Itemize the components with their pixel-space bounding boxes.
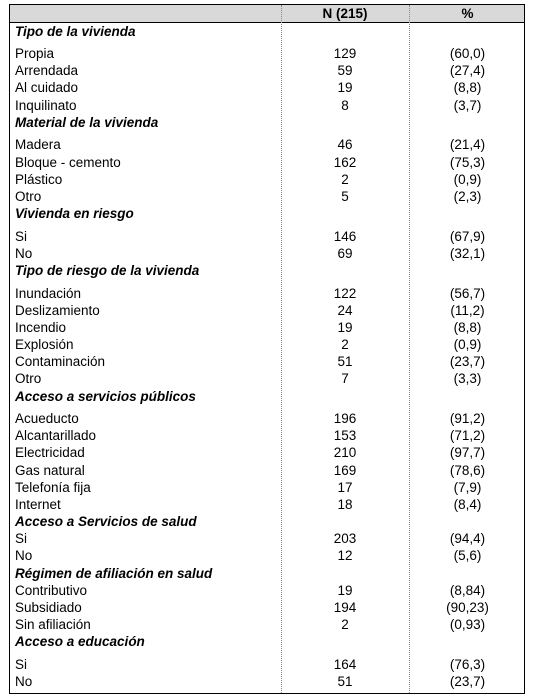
section-title: Acceso a Servicios de salud [15, 514, 197, 530]
row-label: Arrendada [15, 63, 79, 79]
row-n: 59 [337, 63, 353, 79]
row-label: Contributivo [15, 582, 88, 598]
row-label: Gas natural [15, 462, 85, 478]
row-n: 162 [333, 154, 357, 170]
row-n: 69 [337, 245, 353, 261]
header-n: N (215) [322, 6, 368, 21]
row-label: No [15, 673, 33, 689]
row-pct: (8,4) [453, 496, 482, 512]
row-label: Alcantarillado [15, 428, 97, 444]
row-pct: (60,0) [449, 46, 486, 62]
table-header [10, 5, 524, 23]
row-label: Acueducto [15, 411, 79, 427]
row-label: Electricidad [15, 445, 85, 461]
row-label: Incendio [15, 319, 67, 335]
row-label: Explosión [15, 337, 74, 353]
row-pct: (91,2) [449, 411, 486, 427]
row-n: 129 [333, 46, 357, 62]
row-n: 169 [333, 462, 357, 478]
section-title: Acceso a servicios públicos [15, 388, 196, 404]
row-label: Propia [15, 46, 55, 62]
row-label: Otro [15, 371, 42, 387]
row-n: 203 [333, 531, 357, 547]
row-pct: (90,23) [446, 599, 489, 615]
row-pct: (8,8) [453, 319, 482, 335]
section-title: Acceso a educación [15, 634, 145, 650]
row-n: 196 [333, 411, 357, 427]
row-pct: (56,7) [449, 285, 486, 301]
row-label: No [15, 245, 33, 261]
row-label: Si [15, 656, 28, 672]
row-label: No [15, 548, 33, 564]
row-n: 46 [337, 137, 353, 153]
row-n: 19 [337, 319, 353, 335]
row-pct: (78,6) [449, 462, 486, 478]
row-n: 12 [337, 548, 353, 564]
row-label: Telefonía fija [15, 479, 91, 495]
row-label: Al cuidado [15, 80, 79, 96]
row-n: 194 [333, 599, 357, 615]
section-title: Vivienda en riesgo [15, 206, 134, 221]
row-label: Contaminación [15, 354, 106, 370]
row-label: Si [15, 228, 28, 244]
row-n: 8 [341, 97, 349, 113]
row-pct: (94,4) [449, 531, 486, 547]
row-pct: (0,93) [449, 616, 486, 632]
section-title: Tipo de riesgo de la vivienda [15, 262, 200, 278]
row-n: 7 [341, 371, 349, 387]
section-title: Régimen de afiliación en salud [15, 565, 213, 581]
row-pct: (71,2) [449, 428, 486, 444]
row-n: 51 [337, 354, 353, 370]
row-pct: (0,9) [453, 337, 482, 353]
row-n: 122 [333, 285, 357, 301]
row-n: 2 [341, 171, 349, 187]
row-n: 146 [333, 228, 357, 244]
row-n: 19 [337, 80, 353, 96]
row-pct: (32,1) [449, 245, 486, 261]
row-n: 153 [333, 428, 357, 444]
row-pct: (2,3) [453, 188, 482, 204]
row-label: Otro [15, 188, 42, 204]
row-label: Plástico [15, 171, 63, 187]
row-pct: (8,8) [453, 80, 482, 96]
row-label: Deslizamiento [15, 302, 100, 318]
row-pct: (23,7) [449, 673, 486, 689]
row-n: 5 [341, 188, 349, 204]
row-pct: (0,9) [453, 171, 482, 187]
row-pct: (21,4) [449, 137, 486, 153]
row-label: Si [15, 531, 28, 547]
row-pct: (8,84) [449, 582, 486, 598]
row-pct: (3,3) [453, 371, 482, 387]
row-label: Internet [15, 496, 61, 512]
row-label: Bloque - cemento [15, 154, 121, 170]
row-n: 2 [341, 337, 349, 353]
section-title: Tipo de la vivienda [15, 23, 136, 39]
row-n: 2 [341, 616, 349, 632]
column-divider [409, 5, 410, 693]
row-pct: (23,7) [449, 354, 486, 370]
header-pct: % [461, 6, 474, 21]
row-n: 51 [337, 673, 353, 689]
row-n: 17 [337, 479, 353, 495]
row-pct: (11,2) [450, 302, 485, 318]
row-label: Inundación [15, 285, 82, 301]
row-pct: (76,3) [449, 656, 486, 672]
row-pct: (67,9) [449, 228, 486, 244]
row-pct: (75,3) [449, 154, 486, 170]
row-n: 24 [337, 302, 353, 318]
data-table [9, 4, 525, 694]
row-label: Inquilinato [15, 97, 77, 113]
row-pct: (7,9) [453, 479, 482, 495]
row-label: Madera [15, 137, 61, 153]
row-pct: (27,4) [449, 63, 486, 79]
row-label: Sin afiliación [15, 616, 91, 632]
row-label: Subsidiado [15, 599, 82, 615]
row-n: 164 [333, 656, 357, 672]
row-pct: (3,7) [453, 97, 482, 113]
row-pct: (5,6) [453, 548, 482, 564]
section-title: Material de la vivienda [15, 114, 159, 130]
row-n: 19 [337, 582, 353, 598]
row-n: 210 [333, 445, 357, 461]
row-pct: (97,7) [449, 445, 486, 461]
column-divider [281, 5, 282, 693]
row-n: 18 [337, 496, 353, 512]
